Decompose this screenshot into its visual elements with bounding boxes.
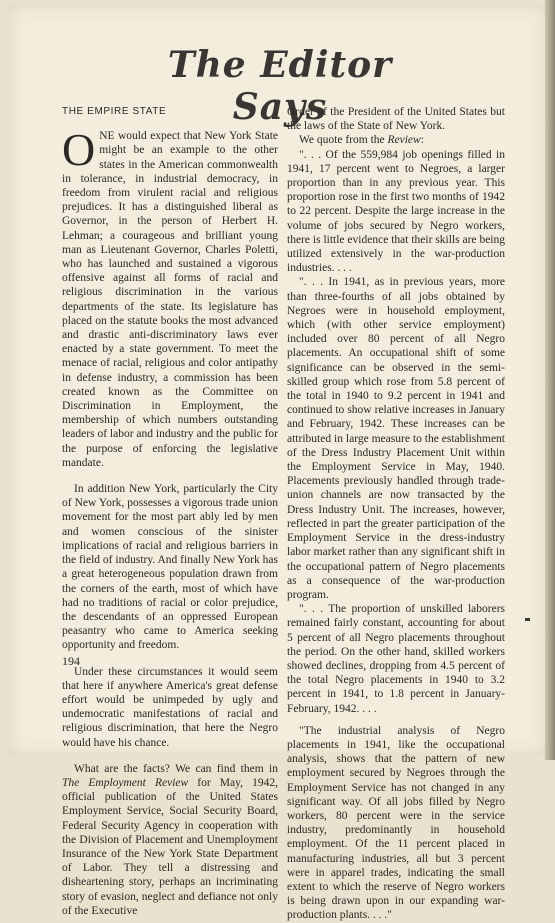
binding-edge — [545, 0, 555, 760]
drop-cap: O — [62, 124, 96, 176]
paragraph-text: NE would expect that New York State might be an example to the other states in the American commonwealth in tolerance, in industrial democracy, in freedom from virulent racial and religious prejudices. It has a distinguished liberal as Governor, in the person of Herbert H. Lehman; a courageous and brilliant young man as Lieutenant Governor, Charles Poletti, who has launched and sustained a vigorous offensive against all forms of racial and religious discrimination in the various departments of the state. Its legislature has placed on the statute books the most advanced and drastic anti-discriminatory laws ever enacted by a state government. To meet the menace of racial, religious and color antipathy in defense industry, a commission has been created known as the Committee on Discrimination in Employment, the membership of which numbers outstanding leaders of labor and industry and the public for the purpose of enforcing the legislative mandate. — [62, 130, 278, 469]
quote-paragraph: ". . . Of the 559,984 job openings filled in 1941, 17 percent went to Negroes, a larger proportion than in any previous year. This proportion rose in the first two months of 1942 to 22 percent. Despite the large increase in the volume of jobs secured by Negro workers, there is little evidence that their skills are being utilized extensively in the war-production industries. . . . — [287, 148, 505, 275]
right-column — [287, 105, 505, 923]
paragraph — [62, 124, 278, 470]
section-title: THE EMPIRE STATE — [62, 106, 167, 117]
paragraph-text: We quote from the — [299, 134, 388, 147]
publication-title: Review — [387, 134, 421, 147]
paragraph-text: : — [420, 134, 424, 147]
margin-mark — [525, 618, 530, 621]
paragraph — [287, 133, 505, 147]
paragraph — [62, 762, 278, 918]
paragraph-text: What are the facts? We can find them in — [74, 762, 278, 775]
editorial-headline: The Editor Says — [167, 44, 393, 128]
quote-paragraph: "The industrial analysis of Negro placements in 1941, like the occupational analysis, shows that the pattern of new employment secured by Negroes through the Employment Service has not changed in any significant way. Of all jobs filled by Negro workers, 80 percent were in the service industry, predominantly in household employment. Of the 11 percent placed in manufacturing industries, all but 3 percent were in apparel trades, indicating the small extent to which the reserve of Negro workers is being drawn upon in our expanding war-production plants. . . ." — [287, 724, 505, 922]
paragraph: In addition New York, particularly the City of New York, possesses a vigorous trade union movement for the most part ably led by men and women conscious of the sinister implications of racial and religious barriers in the field of industry. And finally New York has a great heterogeneous population drawn from the corners of the earth, most of which have had no traditions of racial or color prejudice, the descendants of an oppressed European peasantry who came to America seeking opportunity and freedom. — [62, 483, 278, 652]
paragraph: Order of the President of the United States but the laws of the State of New York. — [287, 106, 505, 133]
page-number: 194 — [62, 654, 80, 668]
quote-paragraph: ". . . In 1941, as in previous years, more than three-fourths of all jobs obtained by Negroes were in household employment, which (with other service employment) included over 80 percent of all Negro placements. An occupational shift of some significance can be observed in the semi-skilled group which rose from 5.8 percent of the total in 1940 to 9.2 percent in 1941 and continued to show relative increases in January and February, 1942. These increases can be attributed in large measure to the establishment of the Dress Industry Placement Unit within the Employment Service in May, 1940. Placements previously handled through trade-union channels are now transacted by the Dress Industry Unit. The increases, however, reflected in part the greater participation of the Employment Service in the dress-industry labor market rather than any significant shift in the occupational pattern of Negro placements as a consequence of the war-production program. — [287, 276, 505, 601]
paragraph-text: for May, 1942, official publication of the United States Employment Service, Social Security Board, Federal Security Agency in cooperation with the Division of Placement and Unemployment Insurance of the New York State Department of Labor. They tell a distressing and disheartening story, perhaps an incriminating story of evasion, neglect and defiance not only of the Executive — [62, 776, 279, 917]
paragraph: Under these circumstances it would seem that here if anywhere America's great defense effort would be unimpeded by ugly and undemocratic manifestations of racial and religious discrimination, that here the Negro would have his chance. — [62, 665, 278, 749]
quote-paragraph: ". . . The proportion of unskilled laborers remained fairly constant, accounting for about 5 percent of all Negro placements throughout the period. On the other hand, skilled workers showed declines, dropping from 4.5 percent of the total Negro placements in 1940 to 3.2 percent in 1941, to 1.8 percent in January-February, 1942. . . . — [287, 603, 505, 715]
publication-title: The Employment Review — [62, 776, 189, 789]
left-column — [62, 105, 278, 918]
